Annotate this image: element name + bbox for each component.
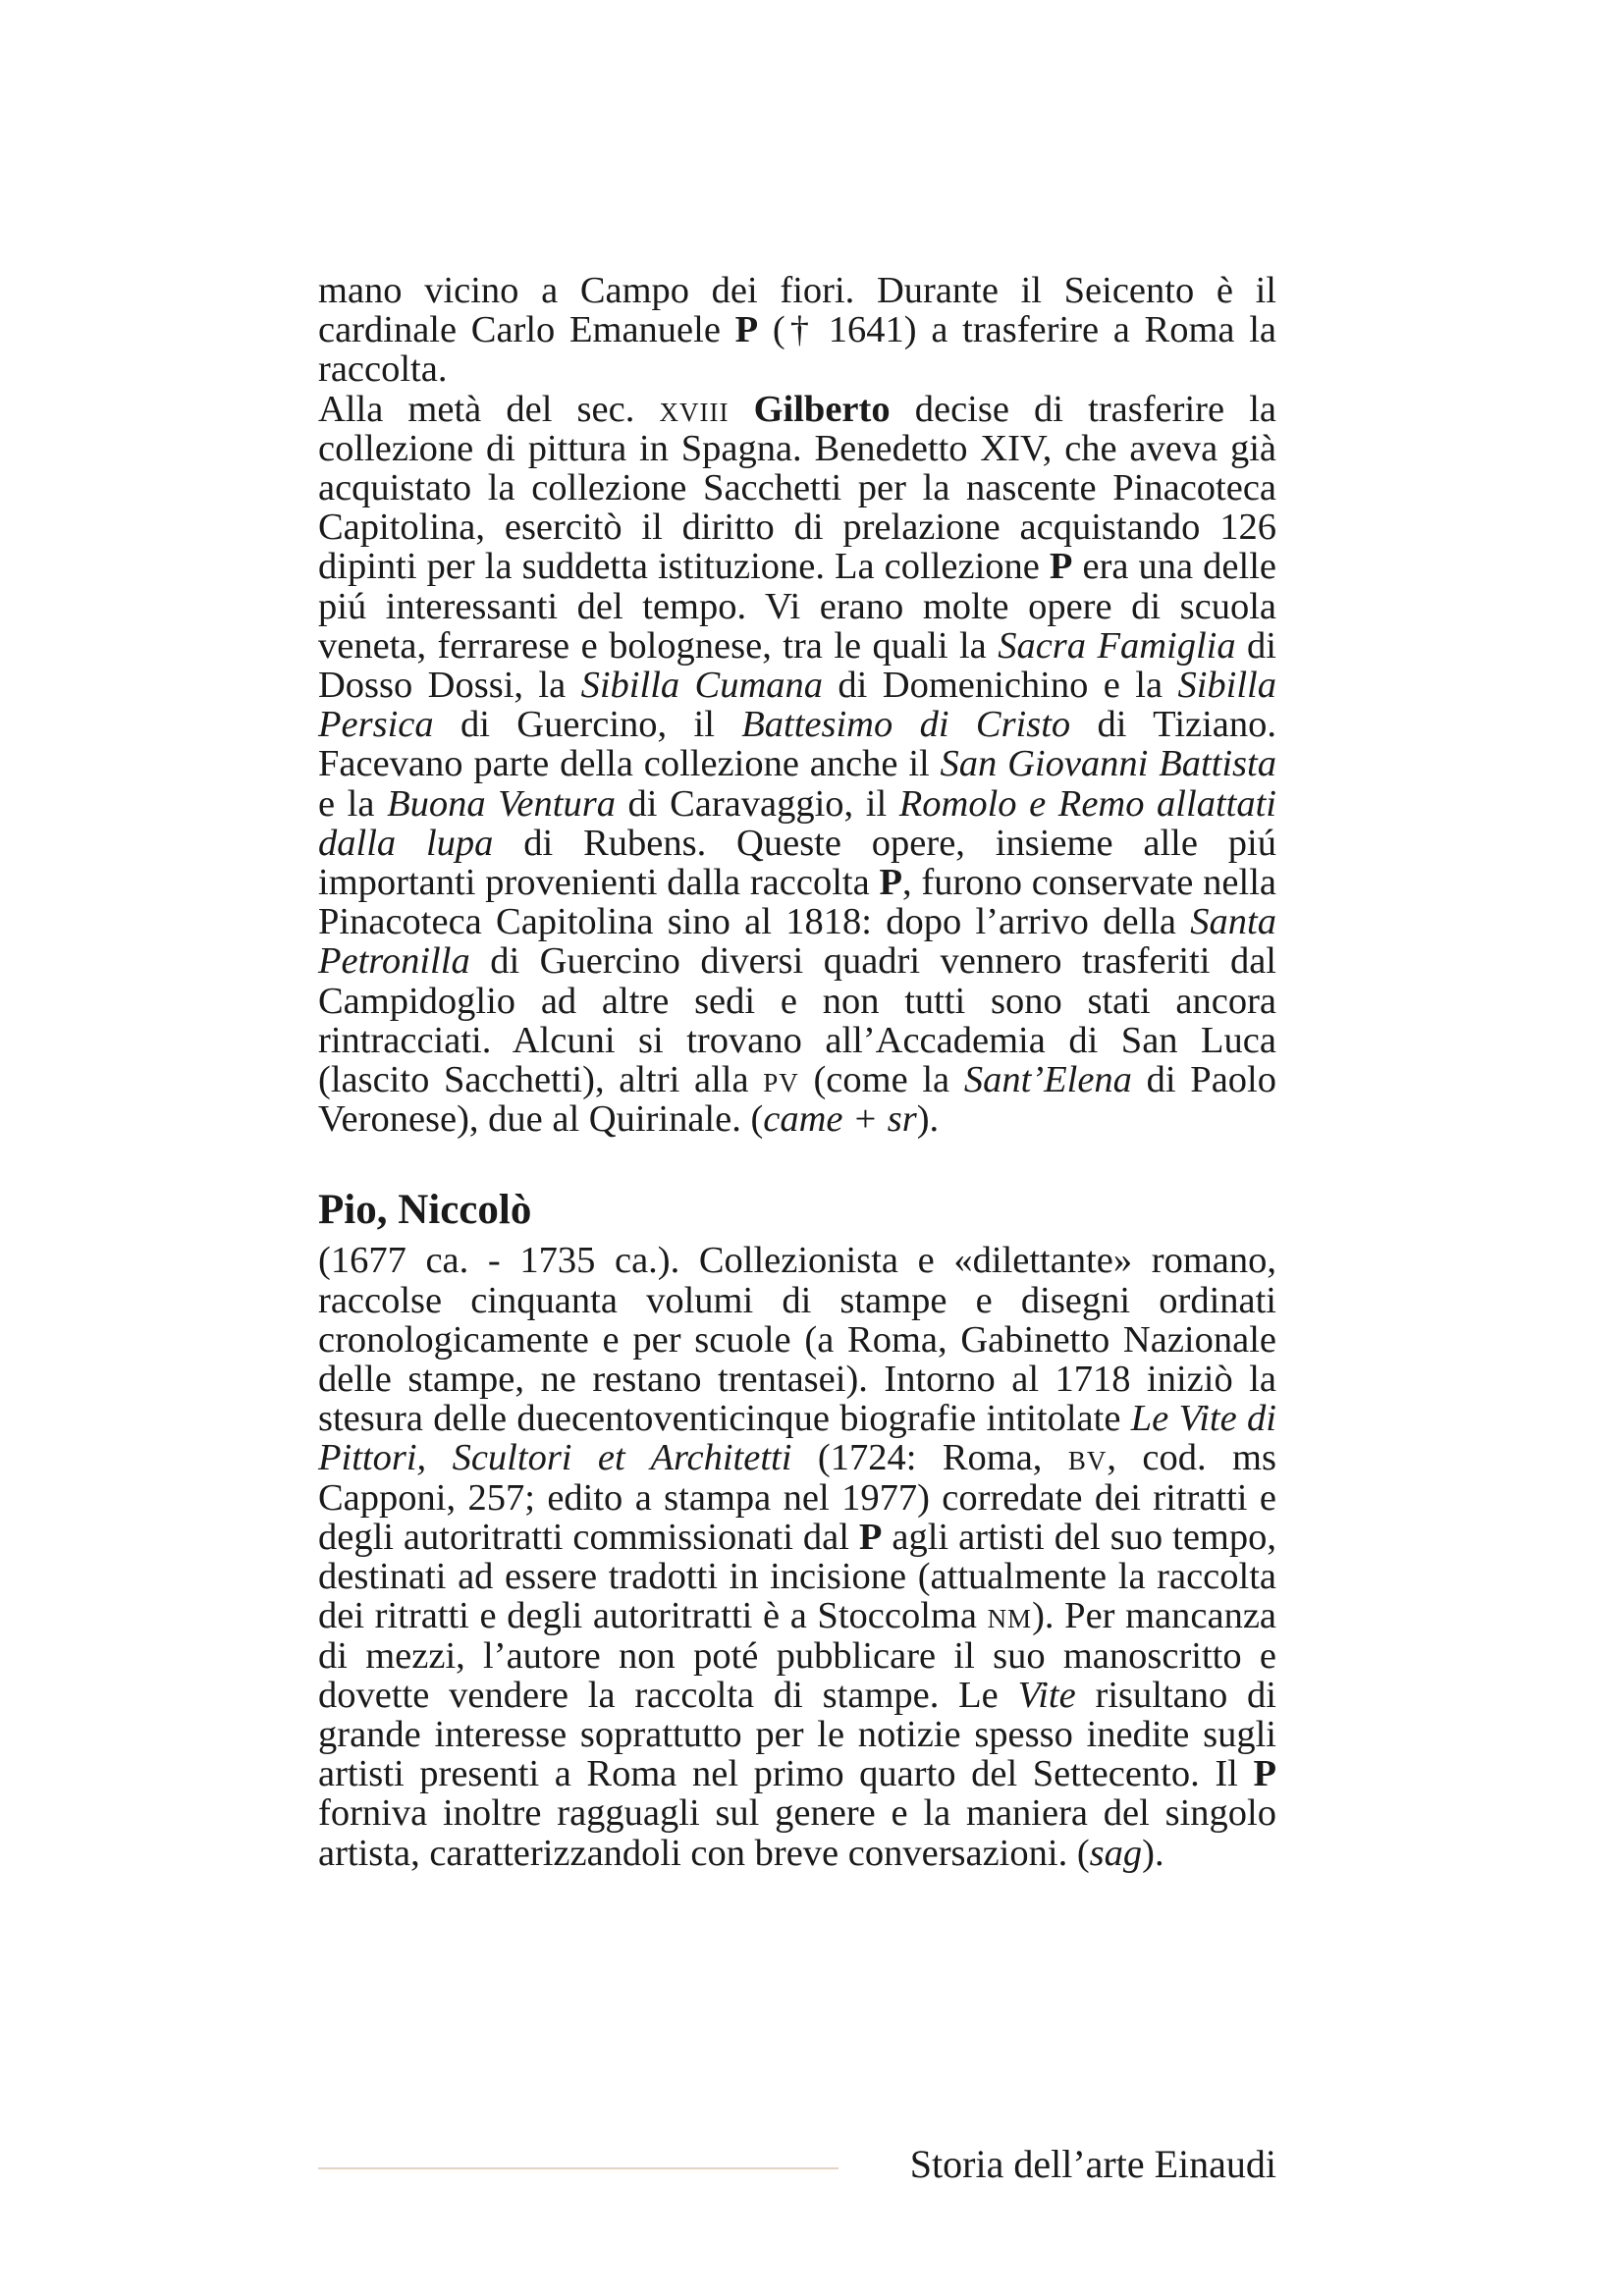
italic-text: Santa Petronilla <box>318 901 1276 983</box>
italic-text: Buona Ventura <box>387 782 616 825</box>
text-run: mano vicino a Campo dei fiori. Durante il Seicento è il cardinale Carlo Emanuele <box>318 270 1276 351</box>
text-run <box>729 389 753 430</box>
bold-text: P <box>1253 1753 1276 1795</box>
text-run: , furono conservate nella Pinacoteca Capitolina sino al 1818: dopo l’arrivo della <box>318 862 1276 943</box>
italic-text: sag <box>1089 1832 1143 1874</box>
entry-heading-surname: Pio <box>318 1187 377 1234</box>
italic-text: Le Vite di Pittori, Scultori et Architetti <box>318 1398 1276 1479</box>
entry-heading-separator: , <box>376 1187 388 1234</box>
text-run: di Rubens. Queste opere, insieme alle piú importanti provenienti dalla raccolta <box>318 822 1276 904</box>
text-run: († 1641) a trasferire a Roma la raccolta. <box>318 309 1276 391</box>
text-run: di Paolo Veronese), due al Quirinale. ( <box>318 1059 1276 1141</box>
text-run: di Guercino, il <box>433 704 742 746</box>
italic-text: San Giovanni Battista <box>940 743 1276 785</box>
italic-text: Sacra Famiglia <box>998 624 1236 667</box>
text-run: ). <box>1142 1832 1164 1874</box>
text-run: era una delle piú interessanti del tempo. Vi erano molte opere di scuola veneta, ferrarese e bolognese, tra le quali la <box>318 546 1276 667</box>
text-run: agli artisti del suo tempo, destinati ad essere tradotti in incisione (attualmente la raccolta dei ritratti e degli autoritratti è a Stoccolma <box>318 1516 1276 1637</box>
text-run: di Tiziano. Facevano parte della collezione anche il <box>318 704 1277 785</box>
bold-text: P <box>858 1516 883 1558</box>
italic-text: Sibilla Persica <box>318 665 1276 746</box>
italic-text: came + sr <box>763 1098 917 1141</box>
italic-text: Vite <box>1017 1674 1076 1716</box>
text-run: e la <box>318 782 388 825</box>
body-paragraph-1 <box>318 271 1276 390</box>
entry-heading <box>318 1186 1276 1235</box>
text-run: forniva inoltre ragguagli sul genere e la maniera del singolo artista, caratterizzandoli con breve conversazioni. ( <box>318 1792 1276 1874</box>
text-run: Alla metà del sec. <box>318 388 660 430</box>
page-footer <box>318 2140 1276 2189</box>
text-run: di Domenichino e la <box>823 665 1178 707</box>
bold-text: P <box>734 309 759 351</box>
body-paragraph-2 <box>318 390 1276 1140</box>
small-caps-text: nm <box>987 1595 1033 1637</box>
text-column <box>318 271 1276 1873</box>
text-run: , cod. ms Capponi, 257; edito a stampa nel 1977) corredate dei ritratti e degli autoritratti commissionati dal <box>318 1437 1276 1558</box>
entry-heading-name: Niccolò <box>398 1187 532 1234</box>
text-run: (1724: Roma, <box>791 1437 1068 1479</box>
footer-rule <box>318 2167 839 2169</box>
text-run: (1677 ca. - 1735 ca.). Collezionista e «dilettante» romano, raccolse cinquanta volumi di stampe e disegni ordinati cronologicamente e per scuole (a Roma, Gabinetto Nazionale delle stampe, ne restano trentasei). Intorno al 1718 iniziò la stesura delle duecentoventicinque biografie intitolate <box>318 1240 1276 1440</box>
text-run: ). <box>916 1098 940 1141</box>
italic-text: Romolo e Remo allattati dalla lupa <box>318 782 1276 864</box>
small-caps-text: xviii <box>659 388 730 430</box>
italic-text: Sibilla Cumana <box>580 665 824 707</box>
italic-text: Sant’Elena <box>963 1059 1132 1101</box>
italic-text: Battesimo di Cristo <box>741 704 1071 746</box>
bold-text: Gilberto <box>753 388 891 430</box>
text-run: (come la <box>798 1059 964 1101</box>
bold-text: P <box>1049 546 1073 588</box>
text-run: ). Per mancanza di mezzi, l’autore non poté pubblicare il suo manoscritto e dovette vendere la raccolta di stampe. Le <box>318 1595 1276 1716</box>
small-caps-text: pv <box>763 1059 799 1101</box>
text-run: di Guercino diversi quadri vennero trasferiti dal Campidoglio ad altre sedi e non tutti sono stati ancora rintracciati. Alcuni si trovano all’Accademia di San Luca (lascito Sacchetti), altri alla <box>318 940 1276 1101</box>
text-run: risultano di grande interesse soprattutto per le notizie spesso inedite sugli artisti presenti a Roma nel primo quarto del Settecento. Il <box>318 1674 1276 1795</box>
bold-text: P <box>879 862 902 904</box>
text-run: di Dosso Dossi, la <box>318 624 1276 707</box>
footer-title: Storia dell’arte Einaudi <box>909 2142 1276 2186</box>
entry-paragraph <box>318 1241 1276 1872</box>
text-run: decise di trasferire la collezione di pittura in Spagna. Benedetto XIV, che aveva già acquistato la collezione Sacchetti per la nascente Pinacoteca Capitolina, esercitò il diritto di prelazione acquistando 126 dipinti per la suddetta istituzione. La collezione <box>318 388 1276 588</box>
text-run: di Caravaggio, il <box>615 782 899 825</box>
previous-entry-body <box>318 271 1276 1139</box>
small-caps-text: bv <box>1067 1437 1108 1479</box>
